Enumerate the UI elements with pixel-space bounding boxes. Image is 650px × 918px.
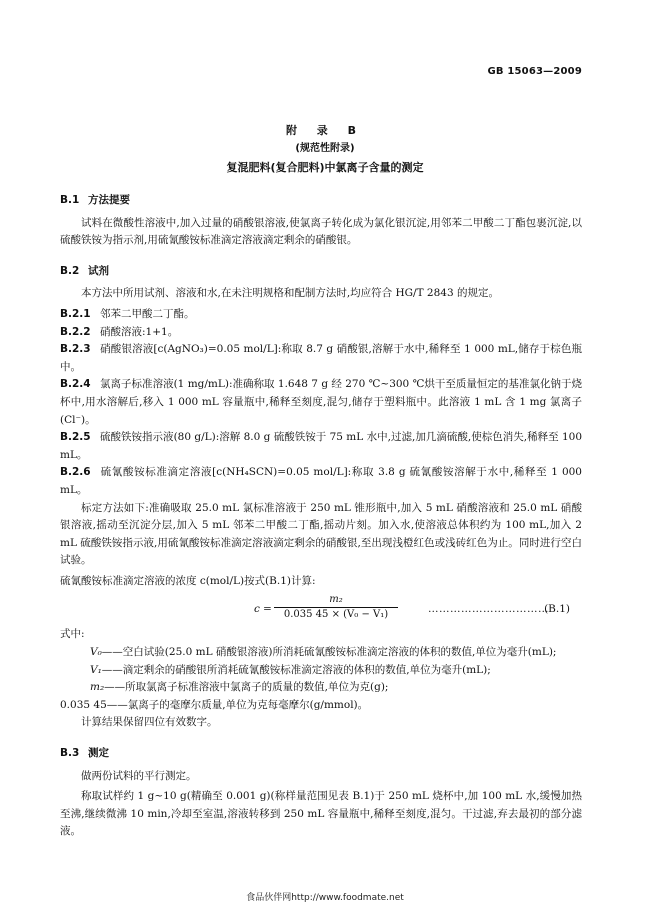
variable-definition: 0.035 45——氯离子的毫摩尔质量,单位为克每毫摩尔(g/mmol)。 — [60, 698, 369, 711]
reagent-item: B.2.3 硝酸银溶液[c(AgNO₃)=0.05 mol/L]:称取 8.7 g 硝酸银,溶解于水中,稀释至 1 000 mL,储存于棕色瓶中。 — [60, 343, 582, 373]
formula-number: (B.1) — [544, 603, 570, 616]
where-label: 式中: — [60, 628, 85, 641]
formula-denominator: 0.035 45 × (V₀ − V₁) — [283, 609, 389, 621]
paragraph-calibration: 标定方法如下:准确吸取 25.0 mL 氯标准溶液于 250 mL 锥形瓶中,加入 5 mL 硝酸溶液和 25.0 mL 硝酸银溶液,摇动至沉淀分层,加入 5 mL 邻苯二甲酸二丁酯,摇动片刻。加入水,使溶液总体积约为 100 mL,加入 2 mL 硫酸铁铵指示液,用硫氰酸铵标准滴定溶液滴定剩余的硝酸银,至出现浅橙红色或浅砖红色为止。同时进行空白试验。 — [60, 501, 582, 567]
reagent-item: B.2.2 硝酸溶液:1+1。 — [60, 325, 179, 338]
paragraph-result-note: 计算结果保留四位有效数字。 — [81, 716, 218, 729]
section-number: B.3 — [60, 747, 80, 760]
section-heading-b2 — [60, 263, 582, 281]
reagent-item: B.2.5 硫酸铁铵指示液(80 g/L):溶解 8.0 g 硫酸铁铵于 75 mL 水中,过滤,加几滴硫酸,使棕色消失,稀释至 100 mL。 — [60, 431, 582, 461]
document-body — [60, 188, 582, 844]
section-title: 测定 — [88, 747, 109, 760]
paragraph-reagent-intro: 本方法中所用试剂、溶液和水,在未注明规格和配制方法时,均应符合 HG/T 2843 的规定。 — [81, 287, 499, 300]
variable-definition: V₀——空白试验(25.0 mL 硝酸银溶液)所消耗硫氰酸铵标准滴定溶液的体积的数值,单位为毫升(mL); — [90, 646, 557, 659]
section-number: B.1 — [60, 194, 80, 206]
formula-b1 — [60, 593, 582, 623]
reagent-item: B.2.6 硫氰酸铵标准滴定溶液[c(NH₄SCN)=0.05 mol/L]:称取 3.8 g 硫氰酸铵溶解于水中,稀释至 1 000 mL。 — [60, 466, 582, 496]
formula-fraction — [274, 593, 398, 622]
footer-source: 食品伙伴网http://www.foodmate.net — [246, 893, 404, 903]
annex-title-block — [0, 122, 650, 178]
annex-name: 复混肥料(复合肥料)中氯离子含量的测定 — [226, 161, 424, 174]
paragraph-concentration-intro: 硫氰酸铵标准滴定溶液的浓度 c(mol/L)按式(B.1)计算: — [60, 574, 316, 587]
formula-leader-dots: …………………………… — [428, 603, 549, 616]
formula-lhs: c — [254, 603, 260, 616]
paragraph-parallel: 做两份试料的平行测定。 — [81, 769, 197, 782]
section-heading-b1 — [60, 192, 582, 210]
section-title: 方法提要 — [88, 194, 130, 206]
standard-number: GB 15063—2009 — [487, 66, 582, 77]
section-number: B.2 — [60, 264, 80, 277]
annex-nature: (规范性附录) — [295, 143, 355, 154]
variable-definition: V₁——滴定剩余的硝酸银所消耗硫氰酸铵标准滴定溶液的体积的数值,单位为毫升(mL); — [90, 663, 491, 676]
variable-definition: m₂——所取氯离子标准溶液中氯离子的质量的数值,单位为克(g); — [90, 681, 389, 694]
paragraph-weighing: 称取试样约 1 g~10 g(精确至 0.001 g)(称样量范围见表 B.1)于 250 mL 烧杯中,加 100 mL 水,缓慢加热至沸,继续微沸 10 min,冷却至室温,溶液转移到 250 mL 容量瓶中,稀释至刻度,混匀。干过滤,弃去最初的部分滤液。 — [60, 790, 582, 838]
reagent-item: B.2.4 氯离子标准溶液(1 mg/mL):准确称取 1.648 7 g 经 270 ℃~300 ℃烘干至质量恒定的基准氯化钠于烧杯中,用水溶解后,移入 1 000 mL 容量瓶中,稀释至刻度,混匀,储存于塑料瓶中。此溶液 1 mL 含 1 mg 氯离子(Cl⁻)。 — [60, 378, 582, 426]
section-title: 试剂 — [88, 264, 109, 277]
formula-equals: = — [263, 603, 272, 616]
formula-numerator: m₂ — [274, 593, 398, 608]
paragraph-method-summary: 试料在微酸性溶液中,加入过量的硝酸银溶液,使氯离子转化成为氯化银沉淀,用邻苯二甲酸二丁酯包裹沉淀,以硫酸铁铵为指示剂,用硫氰酸铵标准滴定溶液滴定剩余的硝酸银。 — [60, 216, 582, 247]
annex-label: 附 录 B — [285, 124, 365, 137]
section-heading-b3 — [60, 745, 582, 763]
reagent-item: B.2.1 邻苯二甲酸二丁酯。 — [60, 307, 195, 320]
